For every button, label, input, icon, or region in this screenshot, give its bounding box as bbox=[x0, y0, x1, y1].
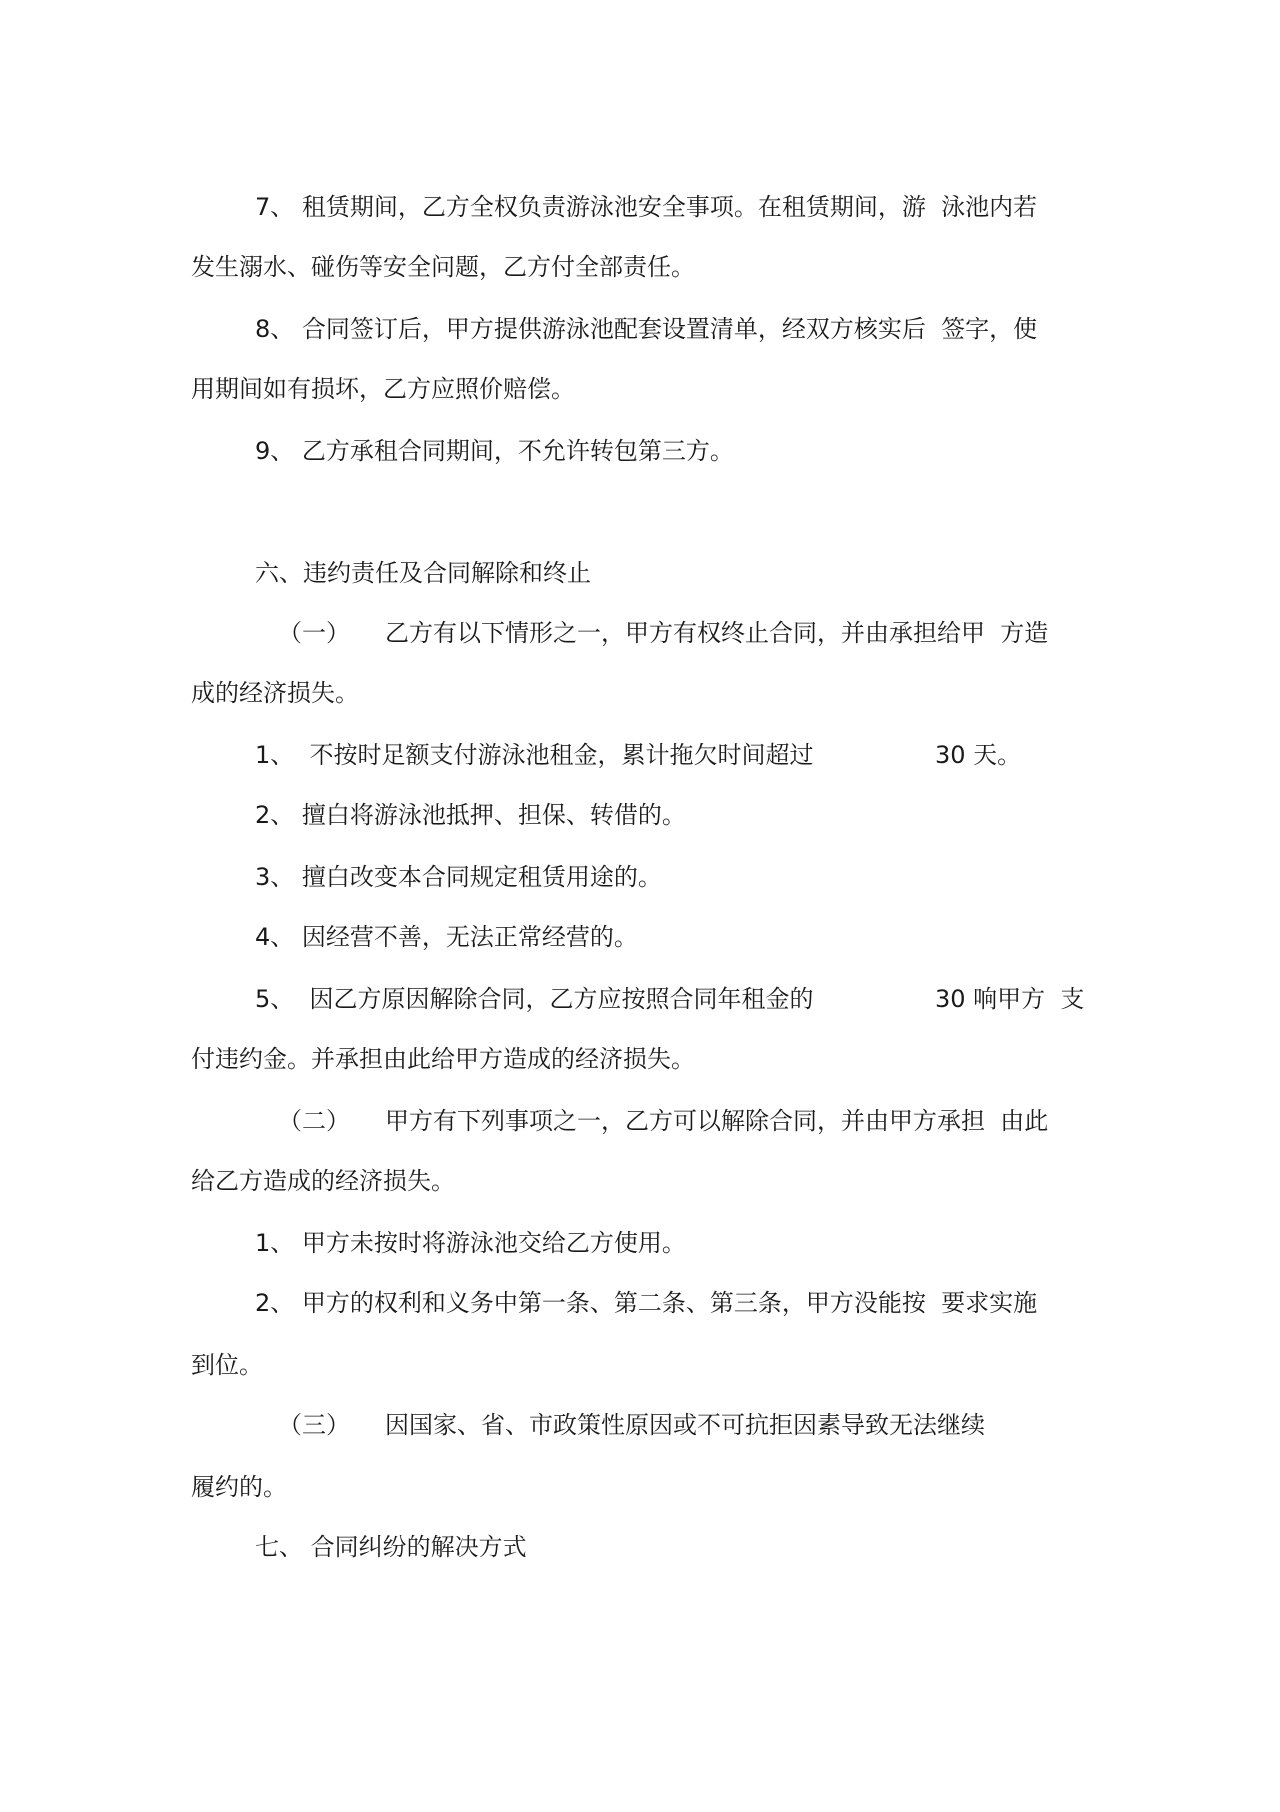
part-1-item-5-line-2: 付违约金。并承担由此给甲方造成的经济损失。 bbox=[191, 1045, 695, 1073]
part-1-text-line-1: 乙方有以下情形之一，甲方有权终止合同，并由承担给甲 方造 bbox=[385, 619, 1049, 647]
part-1-item-5-value: 30 响甲方 支 bbox=[935, 985, 1085, 1013]
part-3-line-1 bbox=[0, 1410, 1280, 1530]
part-3-label: （三） bbox=[278, 1411, 350, 1439]
part-3-text-line-2: 履约的。 bbox=[191, 1473, 287, 1501]
clause-8-line-1: 8、 合同签订后，甲方提供游泳池配套设置清单，经双方核实后 签字，使 bbox=[255, 315, 1038, 343]
clause-7-line-1: 7、 租赁期间，乙方全权负责游泳池安全事项。在租赁期间，游 泳池内若 bbox=[255, 193, 1038, 221]
part-2-item-2-line-1: 2、 甲方的权利和义务中第一条、第二条、第三条，甲方没能按 要求实施 bbox=[255, 1289, 1038, 1317]
part-1-item-1-text: 1、 不按时足额支付游泳池租金，累计拖欠时间超过 bbox=[255, 741, 814, 769]
part-2-label: （二） bbox=[278, 1107, 350, 1135]
part-2-text-line-1: 甲方有下列事项之一，乙方可以解除合同，并由甲方承担 由此 bbox=[385, 1107, 1049, 1135]
section-7-heading: 七、 合同纠纷的解决方式 bbox=[255, 1533, 527, 1561]
part-2-item-1: 1、 甲方未按时将游泳池交给乙方使用。 bbox=[255, 1229, 686, 1257]
part-1-item-5-text: 5、 因乙方原因解除合同，乙方应按照合同年租金的 bbox=[255, 985, 814, 1013]
clause-7-line-2: 发生溺水、碰伤等安全问题，乙方付全部责任。 bbox=[191, 253, 695, 281]
part-1-item-3: 3、 擅白改变本合同规定租赁用途的。 bbox=[255, 863, 662, 891]
part-1-text-line-2: 成的经济损失。 bbox=[191, 679, 359, 707]
part-2-item-2-line-2: 到位。 bbox=[191, 1351, 263, 1379]
section-6-heading: 六、违约责任及合同解除和终止 bbox=[255, 559, 591, 587]
part-1-item-2: 2、 擅白将游泳池抵押、担保、转借的。 bbox=[255, 801, 686, 829]
part-1-label: （一） bbox=[278, 619, 350, 647]
part-2-text-line-2: 给乙方造成的经济损失。 bbox=[191, 1167, 455, 1195]
clause-9-line-1: 9、 乙方承租合同期间，不允许转包第三方。 bbox=[255, 437, 734, 465]
part-3-text-line-1: 因国家、省、市政策性原因或不可抗拒因素导致无法继续 bbox=[385, 1411, 985, 1439]
part-1-item-4: 4、 因经营不善，无法正常经营的。 bbox=[255, 923, 638, 951]
part-1-item-1-value: 30 天。 bbox=[935, 741, 1022, 769]
clause-8-line-2: 用期间如有损坏，乙方应照价赔偿。 bbox=[191, 375, 575, 403]
